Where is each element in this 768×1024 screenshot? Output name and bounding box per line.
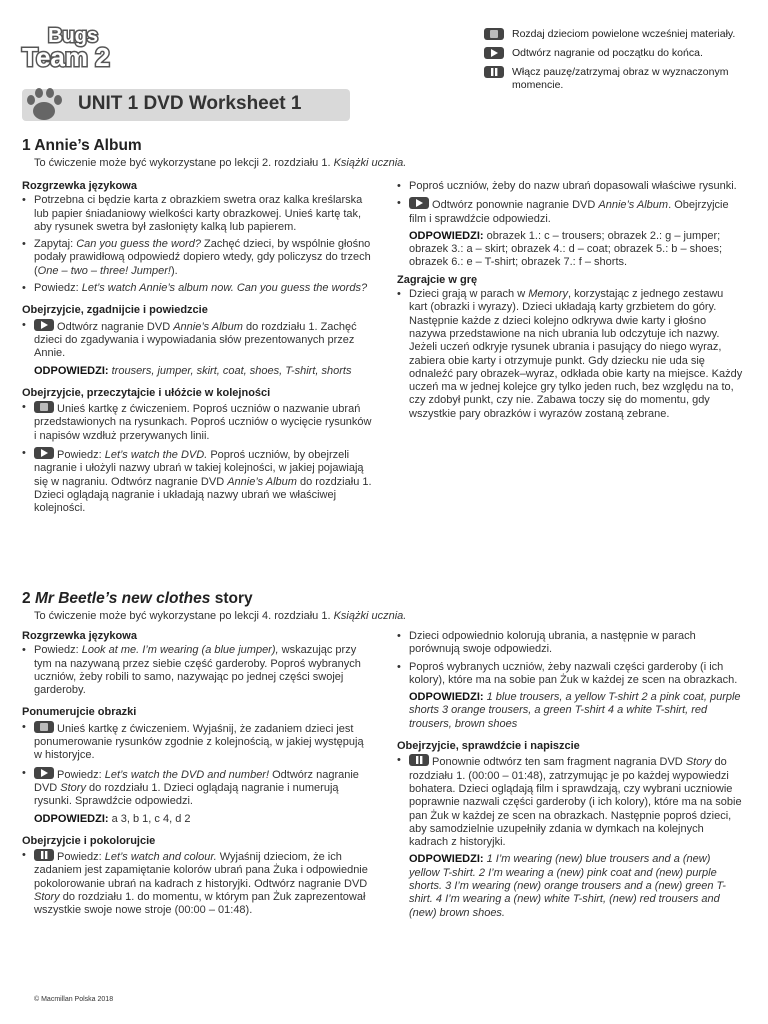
answers: ODPOWIEDZI: 1 blue trousers, a yellow T-shirt 2 a pink coat, purple shorts 3 orange trousers, a green T-shirt 4 a white T-shirt, red trousers, brown shoes (409, 691, 741, 730)
list-item: • Unieś kartkę z ćwiczeniem. Wyjaśnij, że zadaniem dzieci jest ponumerowanie rysunków zgodnie z kolejnością, w jakiej występują w historyjce. (22, 721, 374, 763)
section-1-title: 1 Annie’s Album (22, 137, 142, 154)
pause-icon (409, 754, 429, 766)
legend-text: Rozdaj dzieciom powielone wcześniej materiały. (512, 28, 736, 40)
play-icon (409, 197, 429, 209)
list-item: • Dzieci odpowiednio kolorują ubrania, a następnie w parach porównują swoje odpowiedzi. (397, 630, 743, 657)
copyright: © Macmillan Polska 2018 (34, 996, 114, 1003)
bugs-team-logo (20, 22, 138, 72)
play-icon (34, 767, 54, 779)
answers: ODPOWIEDZI: 1 I’m wearing (new) blue trousers and a (new) yellow T-shirt. 2 I’m wearing a (new) pink coat and (new) purple shorts. 3 I’m wearing (new) orange trousers and a (new) green T-shirt. 4 I’m wearing a (new) white T-shirt, (new) red trousers and (new) brown shoes. (409, 853, 726, 919)
list-item: • Ponownie odtwórz ten sam fragment nagrania DVD Story do rozdziału 1. (00:00 – 01:48), zatrzymując je po każdej wypowiedzi bohatera. Dzieci oglądają film i sprawdzają, czy wybrani uczniowie poprawnie nazwali części garderoby (i ich kolory), które ma na sobie pan Żuk w każdej ze scen na obrazkach. Następnie poproś dzieci, aby samodzielnie uzupełniły zdania w dymkach na kolejnych kadrach z historyjki. (397, 754, 743, 849)
legend-text: Włącz pauzę/zatrzymaj obraz w wyznaczonym momencie. (512, 66, 729, 91)
section-1-right-column (397, 180, 743, 425)
warmup-heading: Rozgrzewka językowa (22, 630, 137, 642)
play-icon (34, 447, 54, 459)
section-2-title: 2 Mr Beetle’s new clothes story (22, 590, 253, 607)
worksheet-icon (34, 721, 54, 733)
list-item: • Odtwórz ponownie nagranie DVD Annie’s Album. Obejrzyjcie film i sprawdźcie odpowiedzi. (397, 197, 743, 226)
warmup-heading: Rozgrzewka językowa (22, 180, 137, 192)
svg-text:Bugs: Bugs (48, 25, 98, 47)
list-item: • Powiedz: Let’s watch Annie’s album now. Can you guess the words? (22, 282, 374, 295)
list-item: • Poproś uczniów, żeby do nazw ubrań dopasowali właściwe rysunki. (397, 180, 743, 193)
list-item: • Powiedz: Let’s watch and colour. Wyjaśnij dzieciom, że ich zadaniem jest zapamiętanie kolorów ubrań pana Żuka i odpowiednie pokolorowanie ubrań na kadrach z historyjki. Odtwórz nagranie DVD Story do rozdziału 1. do momentu, w którym pan Żuk zaprezentował wszystkie swoje nowe stroje (00:00 – 01:48). (22, 849, 374, 917)
section-2-left-column (22, 630, 374, 922)
number-heading: Ponumerujcie obrazki (22, 706, 137, 719)
list-item: • Dzieci grają w parach w Memory, korzystając z jednego zestawu kart (obrazki i wyrazy). Dzieci układają karty grzbietem do góry. Następnie każde z dzieci kolejno odkrywa dwie karty i głośno nazywa przedstawione na nich ubrania lub odczytuje ich nazwy. Jeżeli uczeń odkryje rysunek ubrania i pasujący do niego wyraz, zabiera obie karty i otrzymuje punkt. Gdy dziecku nie uda się odnaleźć pary obrazek–wyraz, odkłada obie karty na miejsce. Każdy uczeń ma w jednej kolejce gry tylko jeden ruch, bez względu na to, czy zdobył punkt, czy nie. Zabawa toczy się do momentu, gdy wszystkie pary obrazków i wyrazów zostaną zebrane. (397, 288, 743, 421)
answers: ODPOWIEDZI: obrazek 1.: c – trousers; obrazek 2.: g – jumper; obrazek 3.: a – skirt; obrazek 4.: d – coat; obrazek 5.: b – shoes; obrazek 6.: e – T-shirt; obrazek 7.: f – shorts. (409, 229, 723, 269)
check-heading: Obejrzyjcie, sprawdźcie i napiszcie (397, 740, 580, 753)
list-item: • Powiedz: Look at me. I’m wearing (a blue jumper), wskazując przy tym na nazywaną przez siebie część garderoby. Poproś wybranych uczniów, żeby robili to samo, nazywając po jednej części swojej garderoby. (22, 644, 374, 697)
section-1-left-column (22, 180, 374, 520)
unit-title-banner (22, 89, 350, 121)
colour-heading: Obejrzyjcie i pokolorujcie (22, 834, 156, 847)
icon-legend (484, 28, 754, 98)
legend-row-pause (484, 66, 754, 92)
legend-row-play (484, 47, 754, 60)
list-item: • Unieś kartkę z ćwiczeniem. Poproś uczniów o nazwanie ubrań przedstawionych na rysunkach. Poproś uczniów o wycięcie rysunków i napisów wzdłuż przerywanych linii. (22, 401, 374, 443)
list-item: • Poproś wybranych uczniów, żeby nazwali części garderoby (i ich kolory), które ma na sobie pan Żuk w każdej ze scen na obrazkach. (397, 661, 743, 688)
play-icon (484, 47, 504, 59)
list-item: • Odtwórz nagranie DVD Annie’s Album do rozdziału 1. Zachęć dzieci do zgadywania i wypowiadania słów prezentowanych przez Annie. (22, 319, 374, 361)
page-title: UNIT 1 DVD Worksheet 1 (78, 93, 302, 114)
list-item: • Powiedz: Let’s watch the DVD. Poproś uczniów, by obejrzeli nagranie i ułożyli nazwy ubrań w takiej kolejności, w jakiej pojawiają się w nagraniu. Odtwórz nagranie DVD Annie’s Album do rozdziału 1. Dzieci oglądają nagranie i układają nazwy ubrań we właściwej kolejności. (22, 447, 374, 515)
list-item: • Powiedz: Let’s watch the DVD and number! Odtwórz nagranie DVD Story do rozdziału 1. Dzieci oglądają nagranie i numerują rysunki. Sprawdźcie odpowiedzi. (22, 767, 374, 809)
paw-icon (22, 85, 66, 125)
order-heading: Obejrzyjcie, przeczytajcie i ułóżcie w kolejności (22, 386, 271, 399)
play-icon (34, 319, 54, 331)
list-item: • Potrzebna ci będzie karta z obrazkiem swetra oraz kalka kreślarska lub papier śniadaniowy wielkości karty obrazkowej. Unieś kartę tak, aby rysunek swetra był zasłonięty kalką lub papierem. (22, 194, 374, 234)
legend-text: Odtwórz nagranie od początku do końca. (512, 47, 703, 59)
svg-text:Team 2: Team 2 (22, 42, 110, 72)
worksheet-icon (484, 28, 504, 40)
answers: ODPOWIEDZI: a 3, b 1, c 4, d 2 (34, 812, 191, 825)
section-2-intro: To ćwiczenie może być wykorzystane po lekcji 4. rozdziału 1. Książki ucznia. (34, 610, 407, 622)
watch-heading: Obejrzyjcie, zgadnijcie i powiedzcie (22, 304, 208, 317)
game-heading: Zagrajcie w grę (397, 273, 478, 286)
worksheet-icon (34, 401, 54, 413)
section-2-right-column (397, 630, 743, 924)
answers: ODPOWIEDZI: trousers, jumper, skirt, coat, shoes, T-shirt, shorts (34, 364, 352, 377)
section-1-intro: To ćwiczenie może być wykorzystane po lekcji 2. rozdziału 1. Książki ucznia. (34, 157, 407, 169)
list-item: • Zapytaj: Can you guess the word? Zachęć dzieci, by wspólnie głośno podały prawidłową odpowiedź dopiero wtedy, gdy policzysz do trzech (One – two – three! Jumper!). (22, 238, 374, 278)
legend-row-worksheet (484, 28, 754, 41)
pause-icon (34, 849, 54, 861)
pause-icon (484, 66, 504, 78)
